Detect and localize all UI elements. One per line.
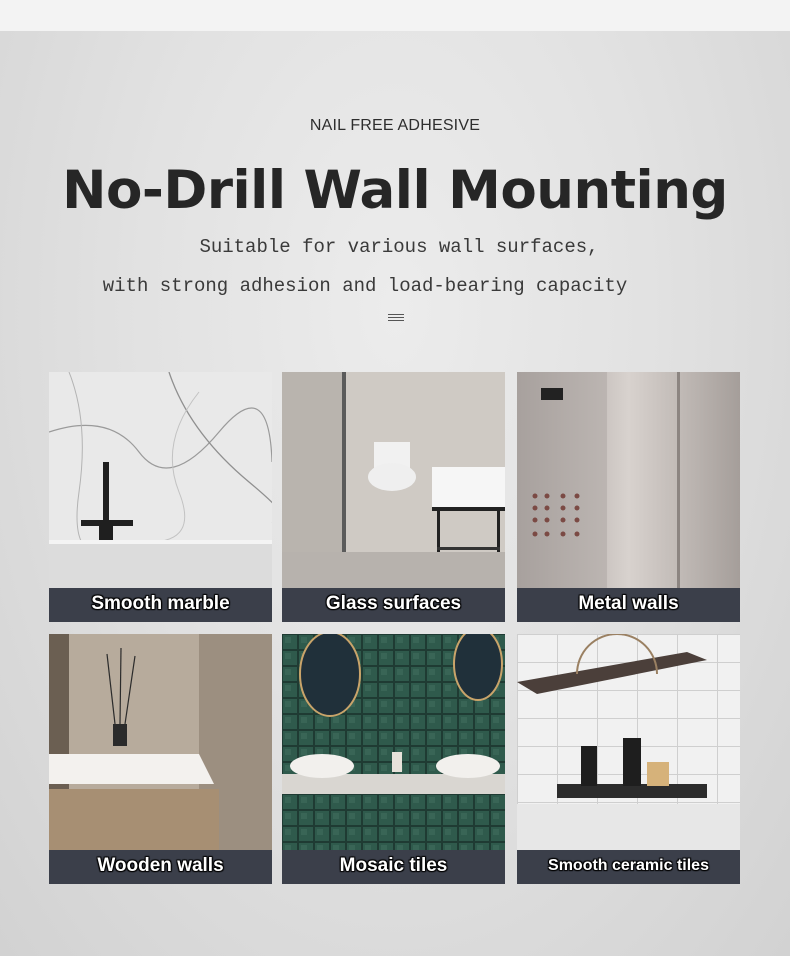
subtitle-line-1: Suitable for various wall surfaces, (199, 236, 599, 258)
surface-label: Smooth marble (49, 588, 272, 622)
surface-card-wooden (49, 634, 272, 884)
surface-card-mosaic (282, 634, 505, 884)
page-title: No-Drill Wall Mounting (62, 160, 728, 221)
surface-card-marble (49, 372, 272, 622)
subtitle-line-2: with strong adhesion and load-bearing capacity (102, 275, 628, 297)
eyebrow-text: NAIL FREE ADHESIVE (309, 117, 481, 134)
surface-label: Wooden walls (49, 850, 272, 884)
mosaic-vanity-photo (282, 634, 505, 850)
metal-elevator-photo (517, 372, 740, 588)
surface-label: Smooth ceramic tiles (517, 850, 740, 884)
surface-card-glass (282, 372, 505, 622)
surface-label: Metal walls (517, 588, 740, 622)
surface-label: Mosaic tiles (282, 850, 505, 884)
surface-card-ceramic (517, 634, 740, 884)
surface-label: Glass surfaces (282, 588, 505, 622)
top-band (0, 0, 790, 31)
ceramic-shelf-photo (517, 634, 740, 850)
marble-faucet-photo (49, 372, 272, 588)
wooden-washbasin-photo (49, 634, 272, 850)
surface-card-metal (517, 372, 740, 622)
glass-bathroom-photo (282, 372, 505, 588)
menu-lines-icon (388, 314, 404, 323)
